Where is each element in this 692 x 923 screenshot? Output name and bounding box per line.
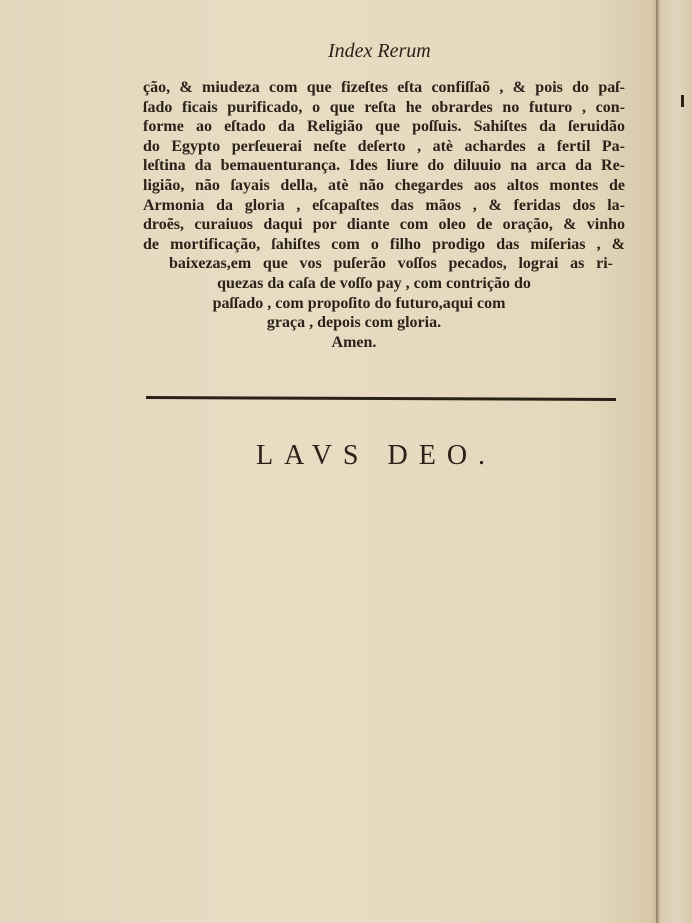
text-line: ſado ficais purificado, o que reſta he obrardes no futuro , con- — [143, 98, 625, 116]
running-title: Index Rerum — [328, 40, 431, 62]
text-line: ligião, não ſayais della, atè não chegardes aos altos montes de — [143, 176, 625, 194]
text-line: Amen. — [331, 333, 377, 351]
text-line: de mortificação, ſahiſtes com o filho prodigo das miſerias , & — [143, 235, 625, 253]
text-line: leſtina da bemauenturança. Ides liure do diluuio na arca da Re- — [143, 157, 625, 175]
text-line: do Egypto perſeuerai neſte deſerto , atè achardes a fertil Pa- — [143, 137, 625, 155]
text-line: droẽs, curaiuos daqui por diante com oleo de oração, & vinho — [143, 216, 625, 234]
text-line: baixezas,em que vos puſerão voſſos pecados, lograi as ri- — [169, 255, 613, 273]
text-line: quezas da caſa de voſſo pay , com contrição do — [217, 274, 531, 292]
text-line: paſſado , com propoſito do futuro,aqui com — [212, 294, 506, 312]
text-line: forme ao eſtado da Religião que poſſuis. Sahiſtes da ſeruidão — [143, 118, 625, 136]
body-text — [143, 78, 625, 352]
closing-text: LAVS DEO. — [256, 440, 497, 471]
ink-mark — [681, 95, 684, 107]
text-line: graça , depois com gloria. — [266, 314, 442, 332]
bleed-through-text — [140, 310, 630, 810]
text-line: Armonia da gloria , eſcapaſtes das mãos , & feridas dos la- — [143, 196, 625, 214]
adjacent-page-edge — [656, 0, 692, 923]
text-line: ção, & miudeza com que fizeſtes eſta confiſſaõ , & pois do paſ- — [143, 79, 625, 96]
